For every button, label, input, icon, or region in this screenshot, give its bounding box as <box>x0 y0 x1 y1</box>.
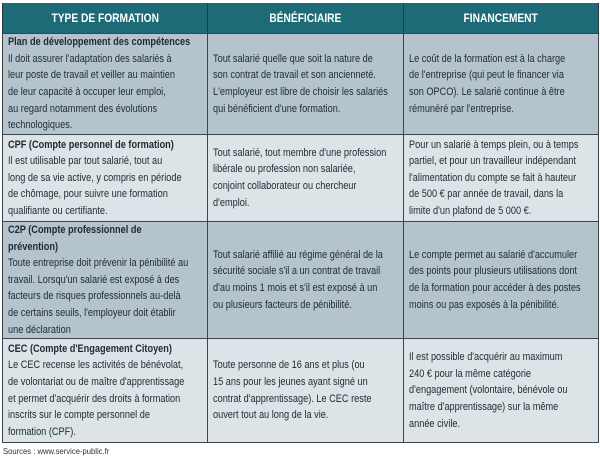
table-row <box>3 135 599 222</box>
cell-line: de 500 € par année de travail, dans la <box>409 188 564 201</box>
cell-title-line: Plan de développement des compétences <box>8 36 191 49</box>
financement-cell <box>404 222 599 339</box>
cell-line: moins ou pas exposés à la pénibilité. <box>409 298 560 311</box>
cell-line: son contrat de travail et son ancienneté. <box>213 69 376 82</box>
cell-line: Le CEC recense les activités de bénévolat, <box>8 359 184 372</box>
header-beneficiaire-label: BÉNÉFICIAIRE <box>269 11 342 25</box>
type-cell <box>3 34 208 135</box>
cell-line: long de sa vie active, y compris en période <box>8 171 182 184</box>
beneficiaire-cell <box>208 222 404 339</box>
cell-line: conjoint collaborateur ou chercheur <box>213 180 357 192</box>
header-beneficiaire <box>208 3 404 34</box>
cell-line: de certains seuils, l'employeur doit établir <box>8 306 176 319</box>
cell-title-line: CEC (Compte d'Engagement Citoyen) <box>8 342 172 355</box>
cell-line: Il doit assurer l'adaptation des salariés à <box>8 52 172 65</box>
financement-cell-text <box>409 349 598 432</box>
cell-line: Pour un salarié à temps plein, ou à temps <box>409 138 579 151</box>
financement-cell <box>404 34 599 135</box>
cell-line: et permet d'acquérir des droits à formation <box>8 392 181 405</box>
cell-line: de leur capacité à occuper leur emploi, <box>8 86 166 98</box>
financement-cell <box>404 339 599 443</box>
cell-line: rémunéré par l'entreprise. <box>409 102 514 115</box>
cell-line: libérale ou profession non salariée, <box>213 163 356 176</box>
cell-line: partiel, et pour un travailleur indépendant <box>409 155 576 168</box>
cell-line: formation (CPF). <box>8 425 76 438</box>
cell-line: Toute personne de 16 ans et plus (ou <box>213 359 365 372</box>
cell-line: de volontariat ou de maître d'apprentissage <box>8 376 185 389</box>
cell-title-line: CPF (Compte personnel de formation) <box>8 138 174 151</box>
financement-cell-text <box>409 51 598 117</box>
header-row <box>3 3 599 34</box>
beneficiaire-cell <box>208 34 404 135</box>
cell-line: ou plusieurs facteurs de pénibilité. <box>213 298 352 311</box>
cell-line: maître d'apprentissage) sur la même <box>409 400 559 413</box>
cell-line: 15 ans pour les jeunes ayant signé un <box>213 376 368 389</box>
cell-line: au regard notamment des évolutions <box>8 102 158 115</box>
header-financement <box>404 3 599 34</box>
cell-line: d'engagement (volontaire, bénévole ou <box>409 384 568 397</box>
cell-line: Toute entreprise doit prévenir la pénibilité au <box>8 257 189 270</box>
cell-title-line: C2P (Compte professionnel de <box>8 224 142 236</box>
table-row <box>3 34 599 135</box>
cell-title-line: prévention) <box>8 240 59 253</box>
cell-line: de l'entreprise (qui peut le financer via <box>409 69 564 82</box>
cell-line: leur poste de travail et veiller au maintien <box>8 69 175 82</box>
header-type <box>3 3 208 34</box>
cell-line: Le coût de la formation est à la charge <box>409 52 566 65</box>
cell-line: inscrits sur le compte personnel de <box>8 409 150 422</box>
cell-line: des points pour plusieurs utilisations dont <box>409 265 577 278</box>
cell-line: ouvert tout au long de la vie. <box>213 409 329 422</box>
cell-line: année civile. <box>409 417 461 430</box>
financement-cell <box>404 135 599 222</box>
cell-line: qualifiante ou certifiante. <box>8 204 108 217</box>
table-row <box>3 339 599 443</box>
cell-line: 240 € pour la même catégorie <box>409 367 532 380</box>
cell-line: Le compte permet au salarié d'accumuler <box>409 248 578 261</box>
cell-line: L'employeur est libre de choisir les salariés <box>213 86 388 98</box>
header-type-label: TYPE DE FORMATION <box>51 11 159 25</box>
table-row <box>3 222 599 339</box>
cell-line: d'emploi. <box>213 196 250 209</box>
cell-line: de chômage, pour suivre une formation <box>8 188 168 201</box>
type-cell-text <box>8 222 207 338</box>
cell-line: une déclaration <box>8 323 71 336</box>
cell-line: qui bénéficient d'une formation. <box>213 102 341 115</box>
beneficiaire-cell-text <box>213 247 403 313</box>
source-note: Sources : www.service-public.fr <box>3 446 110 456</box>
cell-line: facteurs de risques professionnels au-delà <box>8 290 181 303</box>
cell-line: sécurité sociale s'il a un contrat de travail <box>213 265 381 278</box>
beneficiaire-cell <box>208 135 404 222</box>
type-cell <box>3 222 208 339</box>
cell-line: Il est possible d'acquérir au maximum <box>409 351 563 364</box>
cell-line: de la formation pour accéder à des postes <box>409 282 581 295</box>
beneficiaire-cell-text <box>213 145 403 211</box>
type-cell-text <box>8 341 207 441</box>
cell-line: Tout salarié, tout membre d'une profession <box>213 146 387 159</box>
cell-line: travail. Lorsqu'un salarié est exposé à des <box>8 273 180 286</box>
beneficiaire-cell-text <box>213 51 403 117</box>
cell-line: Il est utilisable par tout salarié, tout au <box>8 155 163 168</box>
type-cell <box>3 135 208 222</box>
formation-table <box>2 3 599 443</box>
beneficiaire-cell <box>208 339 404 443</box>
beneficiaire-cell-text <box>213 357 403 423</box>
financement-cell-text <box>409 247 598 313</box>
cell-line: Tout salarié affilié au régime général de la <box>213 248 383 261</box>
cell-line: l'alimentation du compte se fait à hauteur <box>409 171 577 184</box>
cell-line: Tout salarié quelle que soit la nature de <box>213 52 373 65</box>
type-cell-text <box>8 34 207 134</box>
financement-cell-text <box>409 137 598 220</box>
cell-line: technologiques. <box>8 119 73 132</box>
cell-line: contrat d'apprentissage). Le CEC reste <box>213 392 372 405</box>
cell-line: limite d'un plafond de 5 000 €. <box>409 204 532 217</box>
type-cell <box>3 339 208 443</box>
header-financement-label: FINANCEMENT <box>463 11 539 25</box>
cell-line: son OPCO). Le salarié continue à être <box>409 86 565 98</box>
type-cell-text <box>8 137 207 220</box>
cell-line: d'au moins 1 mois et s'il est exposé à un <box>213 282 378 295</box>
